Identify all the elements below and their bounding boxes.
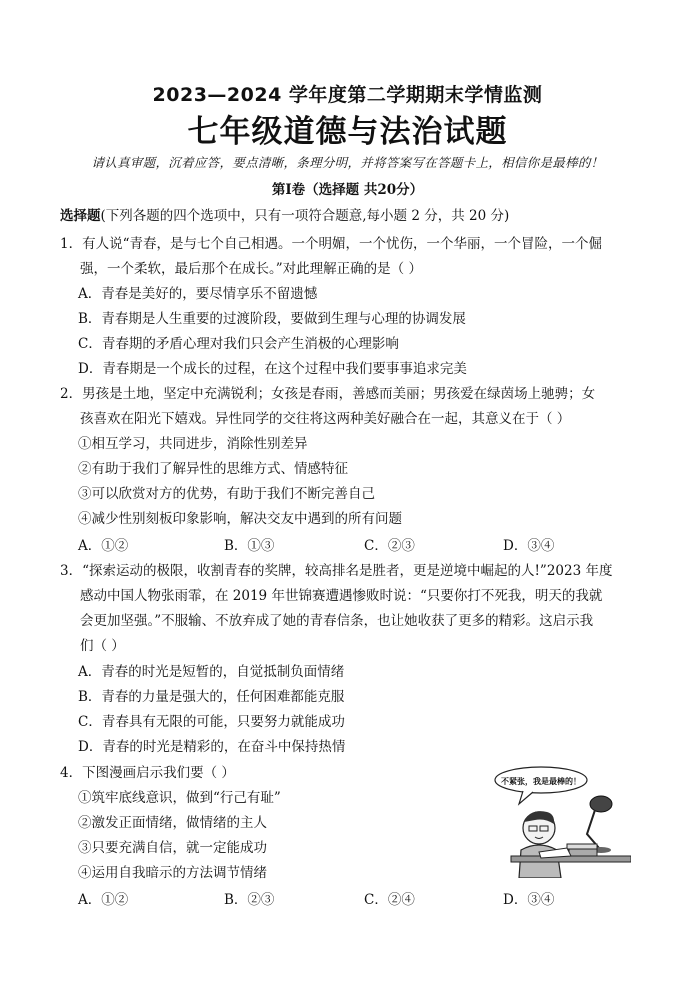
q4-choice-d: D．③④: [503, 892, 555, 908]
cartoon-caption: 不紧张，我是最棒的！: [501, 777, 581, 786]
q1-stem-line-1: 1．有人说“青春，是与七个自己相遇。一个明媚，一个忧伤，一个华丽，一个冒险，一个倔: [60, 236, 602, 252]
speech-bubble-tail: [519, 791, 533, 804]
q1-stem-line-2: 强，一个柔软，最后那个在成长。”对此理解正确的是（ ）: [80, 261, 422, 277]
q4-statement-3: ③只要充满自信，就一定能成功: [78, 840, 267, 856]
q1-option-c: C．青春期的矛盾心理对我们只会产生消极的心理影响: [78, 336, 399, 352]
q2-stem-line-2: 孩喜欢在阳光下嬉戏。异性同学的交往将这两种美好融合在一起，其意义在于（ ）: [80, 411, 571, 427]
q3-option-c: C．青春具有无限的可能，只要努力就能成功: [78, 714, 345, 730]
q4-choice-a: A．①②: [78, 892, 129, 908]
q1-option-b: B．青春期是人生重要的过渡阶段，要做到生理与心理的协调发展: [78, 311, 466, 327]
desk: [511, 856, 631, 862]
q2-statement-1: ①相互学习，共同进步，消除性别差异: [78, 436, 308, 452]
q2-statement-3: ③可以欣赏对方的优势，有助于我们不断完善自己: [78, 486, 375, 502]
q2-statement-2: ②有助于我们了解异性的思维方式、情感特征: [78, 461, 348, 477]
section-heading: [60, 204, 509, 224]
q2-statement-4: ④减少性别刻板印象影响，解决交友中遇到的所有问题: [78, 511, 402, 527]
q4-statement-4: ④运用自我暗示的方法调节情绪: [78, 865, 267, 881]
q1-option-d: D．青春期是一个成长的过程，在这个过程中我们要事事追求完美: [78, 361, 467, 377]
q3-stem-line-4: 们（ ）: [80, 638, 125, 654]
q1-option-a: A．青春是美好的，要尽情享乐不留遗憾: [78, 286, 318, 302]
exam-title-subject: 七年级道德与法治试题: [187, 114, 508, 150]
q4-statement-1: ①筑牢底线意识，做到“行己有耻”: [78, 790, 281, 806]
q2-choice-c: C．②③: [364, 538, 415, 554]
exam-instruction: 请认真审题，沉着应答，要点清晰，条理分明，并将答案写在答题卡上，相信你是最棒的！: [91, 155, 604, 170]
lamp-arm: [587, 810, 599, 848]
section-description: (下列各题的四个选项中，只有一项符合题意,每小题 2 分，共 20 分): [100, 208, 510, 224]
book-1: [567, 844, 597, 849]
q3-stem-line-2: 感动中国人物张雨霏，在 2019 年世锦赛遭遇惨败时说：“只要你打不死我，明天的我就: [80, 588, 603, 604]
q3-stem-line-1: 3．“探索运动的极限，收割青春的奖牌，较高排名是胜者，更是逆境中崛起的人!”2023 年度: [60, 563, 613, 579]
q2-choice-a: A．①②: [78, 538, 129, 554]
q3-option-a: A．青春的时光是短暂的，自觉抵制负面情绪: [78, 664, 345, 680]
cartoon-image: [491, 764, 631, 878]
q2-choice-d: D．③④: [503, 538, 555, 554]
q4-choice-c: C．②④: [364, 892, 415, 908]
exam-title-year: 2023—2024 学年度第二学期期末学情监测: [152, 84, 543, 106]
q4-statement-2: ②激发正面情绪，做情绪的主人: [78, 815, 267, 831]
q3-option-b: B．青春的力量是强大的，任何困难都能克服: [78, 689, 345, 705]
q3-option-d: D．青春的时光是精彩的，在奋斗中保持热情: [78, 739, 346, 755]
q3-stem-line-3: 会更加坚强。”不服输、不放弃成了她的青春信条，也让她收获了更多的精彩。这启示我: [80, 613, 594, 629]
part-one-title: 第Ⅰ卷（选择题 共20分）: [271, 182, 424, 198]
q4-stem: 4．下图漫画启示我们要（ ）: [60, 765, 235, 781]
q2-stem-line-1: 2．男孩是土地，坚定中充满锐利；女孩是春雨，善感而美丽；男孩爱在绿茵场上驰骋；女: [60, 386, 596, 402]
lamp-shade: [590, 796, 612, 812]
q4-choice-b: B．②③: [224, 892, 275, 908]
book-2: [569, 849, 597, 856]
section-label: 选择题: [60, 208, 101, 224]
q2-choice-b: B．①③: [224, 538, 275, 554]
